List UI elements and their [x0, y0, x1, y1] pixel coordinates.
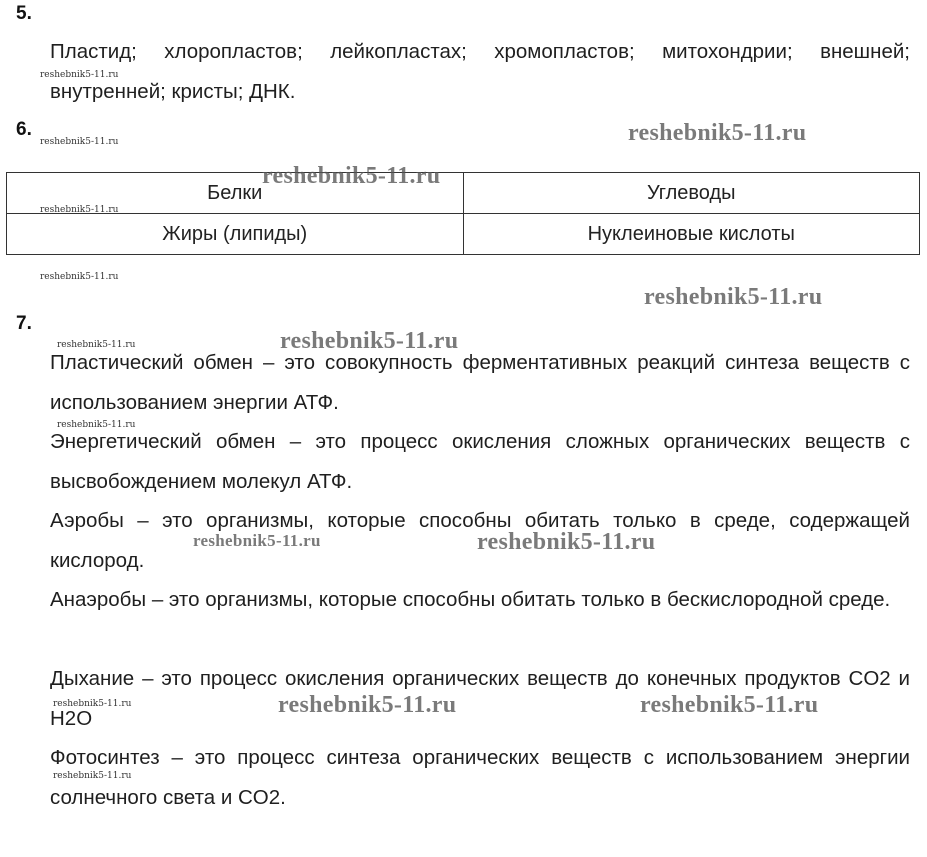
biopolymers-table	[6, 172, 920, 255]
definition-paragraph: Пластический обмен – это совокупность ферментативных реакций синтеза веществ с использованием энергии АТФ.	[50, 351, 910, 414]
definition-paragraph: Фотосинтез – это процесс синтеза органических веществ с использованием энергии солнечного света и CO2.	[50, 746, 910, 809]
watermark-large: reshebnik5-11.ru	[644, 284, 823, 310]
task-5-answer: Пластид; хлоропластов; лейкопластах; хромопластов; митохондрии; внешней; внутренней; кристы; ДНК.	[50, 40, 910, 103]
watermark-small: reshebnik5-11.ru	[53, 699, 132, 709]
watermark-small: reshebnik5-11.ru	[40, 70, 119, 80]
watermark-large: reshebnik5-11.ru	[477, 529, 656, 555]
table-cell: Нуклеиновые кислоты	[463, 214, 920, 255]
task-6-number: 6.	[16, 119, 32, 140]
watermark-large: reshebnik5-11.ru	[640, 692, 819, 718]
watermark-large: reshebnik5-11.ru	[280, 328, 459, 354]
watermark-small: reshebnik5-11.ru	[57, 340, 136, 350]
watermark-small: reshebnik5-11.ru	[40, 137, 119, 147]
table-cell: Белки	[7, 173, 464, 214]
task-5-number: 5.	[16, 3, 32, 24]
watermark-small: reshebnik5-11.ru	[40, 272, 119, 282]
definition-paragraph: Дыхание – это процесс окисления органических веществ до конечных продуктов CO2 и H2O	[50, 667, 910, 730]
definition-paragraph: Анаэробы – это организмы, которые способны обитать только в бескислородной среде.	[50, 588, 891, 611]
definition-paragraph: Энергетический обмен – это процесс окисления сложных органических веществ с высвобождением молекул АТФ.	[50, 430, 910, 493]
watermark-large: reshebnik5-11.ru	[193, 531, 321, 550]
watermark-small: reshebnik5-11.ru	[40, 205, 119, 215]
watermark-large: reshebnik5-11.ru	[628, 120, 807, 146]
definition-paragraph: Аэробы – это организмы, которые способны обитать только в среде, содержащей кислород.	[50, 509, 910, 572]
watermark-small: reshebnik5-11.ru	[53, 771, 132, 781]
watermark-large: reshebnik5-11.ru	[278, 692, 457, 718]
table-cell: Жиры (липиды)	[7, 214, 464, 255]
watermark-large: reshebnik5-11.ru	[262, 163, 441, 189]
table-cell: Углеводы	[463, 173, 920, 214]
table-row	[7, 173, 920, 214]
task-7-number: 7.	[16, 313, 32, 334]
table-row	[7, 214, 920, 255]
watermark-small: reshebnik5-11.ru	[57, 420, 136, 430]
